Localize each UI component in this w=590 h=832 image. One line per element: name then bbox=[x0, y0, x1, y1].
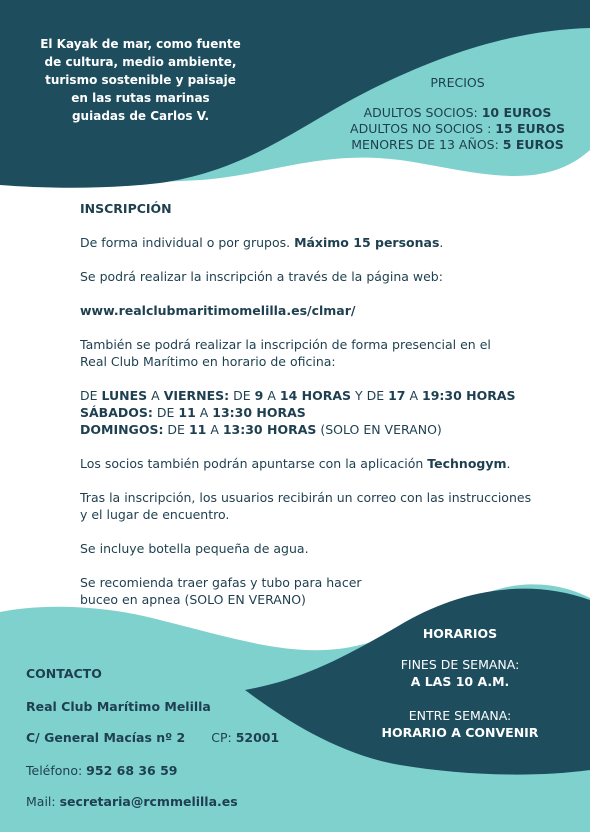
socios-paragraph: Los socios también podrán apuntarse con la aplicación Technogym. bbox=[80, 456, 511, 471]
weekend-label: FINES DE SEMANA: bbox=[400, 657, 520, 672]
price-row: MENORES DE 13 AÑOS: 5 EUROS bbox=[351, 137, 564, 152]
water-paragraph: Se incluye botella pequeña de agua. bbox=[80, 541, 309, 556]
contact-title: CONTACTO bbox=[26, 666, 102, 681]
schedule-sunday: DOMINGOS: DE 11 A 13:30 HORAS (SOLO EN VERANO) bbox=[80, 422, 442, 437]
hours-title: HORARIOS bbox=[422, 626, 498, 641]
header-tagline bbox=[28, 35, 253, 125]
schedule-weekdays: DE LUNES A VIERNES: DE 9 A 14 HORAS Y DE 17 A 19:30 HORAS bbox=[80, 388, 516, 403]
contact-mail[interactable]: Mail: secretaria@rcmmelilla.es bbox=[26, 794, 238, 809]
prices-section bbox=[340, 75, 575, 153]
inscription-title: INSCRIPCIÓN bbox=[80, 201, 172, 216]
web-link[interactable]: www.realclubmaritimomelilla.es/clmar/ bbox=[80, 303, 356, 318]
tagline-line: guiadas de Carlos V. bbox=[71, 109, 210, 123]
weekend-value: A LAS 10 A.M. bbox=[410, 674, 510, 689]
price-row: ADULTOS NO SOCIOS : 15 EUROS bbox=[350, 121, 565, 136]
hours-section bbox=[360, 625, 560, 741]
gear-paragraph: Se recomienda traer gafas y tubo para hacer buceo en apnea (SOLO EN VERANO) bbox=[80, 575, 362, 607]
tagline-line: El Kayak de mar, como fuente bbox=[40, 37, 241, 51]
inscription-section bbox=[80, 200, 540, 625]
after-paragraph: Tras la inscripción, los usuarios recibirán un correo con las instrucciones y el lugar de encuentro. bbox=[80, 490, 532, 522]
weekday-label: ENTRE SEMANA: bbox=[408, 708, 512, 723]
contact-club: Real Club Marítimo Melilla bbox=[26, 699, 211, 714]
tagline-line: en las rutas marinas bbox=[71, 91, 210, 105]
contact-phone[interactable]: Teléfono: 952 68 36 59 bbox=[26, 763, 178, 778]
web-paragraph: Se podrá realizar la inscripción a través de la página web: bbox=[80, 269, 443, 284]
groups-paragraph: De forma individual o por grupos. Máximo 15 personas. bbox=[80, 235, 444, 250]
price-row: ADULTOS SOCIOS: 10 EUROS bbox=[363, 105, 552, 120]
tagline-line: turismo sostenible y paisaje bbox=[45, 73, 236, 87]
office-schedule bbox=[80, 387, 540, 438]
schedule-saturday: SÁBADOS: DE 11 A 13:30 HORAS bbox=[80, 405, 306, 420]
prices-title: PRECIOS bbox=[430, 75, 485, 90]
weekday-value: HORARIO A CONVENIR bbox=[381, 725, 539, 740]
tagline-line: de cultura, medio ambiente, bbox=[44, 55, 237, 69]
contact-address: C/ General Macías nº 2 CP: 52001 bbox=[26, 730, 280, 745]
presencial-paragraph: También se podrá realizar la inscripción de forma presencial en el Real Club Marítimo en horario de oficina: bbox=[80, 337, 491, 369]
